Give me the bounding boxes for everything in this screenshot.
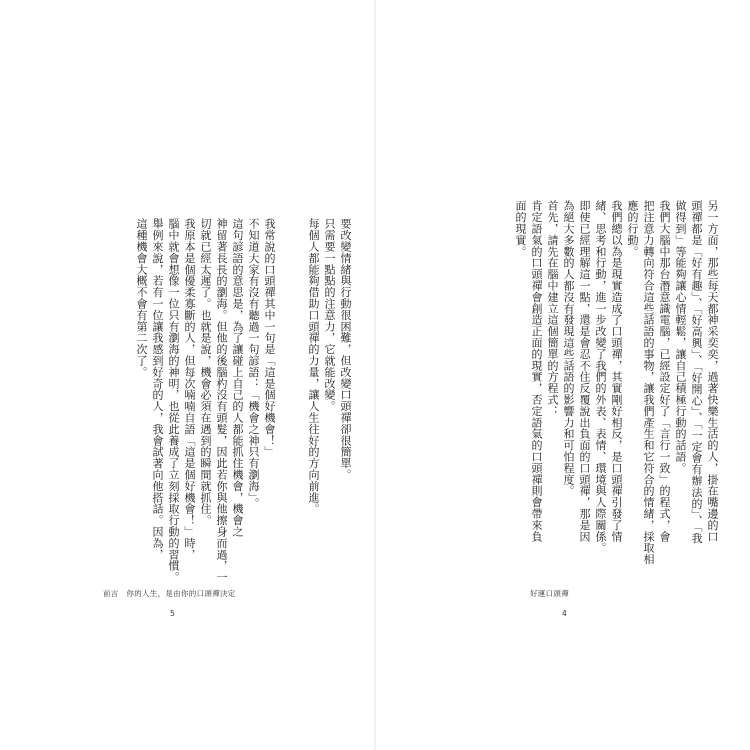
paragraph: 面的現實。 bbox=[514, 200, 527, 257]
paragraph: 為絕大多數的人都沒有發現這些話語的影響力和可怕程度。 bbox=[562, 200, 575, 497]
page-number: 4 bbox=[562, 609, 567, 618]
paragraph: 應的行動。 bbox=[626, 200, 639, 257]
paragraph: 舉例來說，若有一位讓我感到好奇的人，我會試著向他搭話。因為， bbox=[151, 218, 164, 560]
page-number: 5 bbox=[170, 609, 175, 618]
paragraph: 這種機會大概不會有第二次了。 bbox=[135, 218, 148, 378]
paragraph: 頭禪都是「好有趣」、「好高興」、「好開心」、「一定會有辦法的」、「我 bbox=[690, 200, 703, 544]
paragraph: 只需要一點點的注意力，它就能改變。 bbox=[323, 218, 336, 412]
paragraph: 我們大腦中那台潛意識電腦，已經設定好了「言行一致」的程式，會 bbox=[658, 200, 671, 542]
paragraph: 我常說的口頭禪其中一句是「這是個好機會！」 bbox=[263, 218, 276, 458]
running-head: 前言 你的人生，是由你的口頭禪決定 bbox=[103, 589, 236, 598]
paragraph: 即使已經理解這一點，還是會忍不住反覆說出負面的口頭禪，那是因 bbox=[578, 200, 591, 542]
paragraph: 這句諺語的意思是，為了讓碰上自己的人都能抓住機會，機會之 bbox=[231, 218, 244, 538]
paragraph: 做得到」等能夠讓心情輕鬆，讓自己積極行動的話語。 bbox=[674, 200, 687, 474]
paragraph: 緒、思考和行動，進一步改變了我們的外表、表情、環境與人際關係。 bbox=[594, 200, 607, 554]
paragraph: 我們總以為是現實造成了口頭禪，其實剛好相反，是口頭禪引發了情 bbox=[610, 200, 623, 542]
paragraph: 每個人都能夠借助口頭禪的力量，讓人生往好的方向前進。 bbox=[307, 218, 320, 515]
paragraph: 肯定語氣的口頭禪會創造正面的現實，否定語氣的口頭禪則會帶來負 bbox=[530, 200, 543, 542]
running-head: 好運口頭禪 bbox=[530, 589, 569, 598]
paragraph: 另一方面，那些每天都神采奕奕，過著快樂生活的人，掛在嘴邊的口 bbox=[706, 200, 719, 542]
paragraph: 要改變情緒與行動很困難，但改變口頭禪卻很簡單。 bbox=[339, 218, 352, 481]
paragraph: 不知道大家有沒有聽過一句諺語：「機會之神只有瀏海」。 bbox=[247, 218, 260, 509]
paragraph: 腦中就會想像一位只有瀏海的神明，也從此養成了立刻採取行動的習慣。 bbox=[167, 218, 180, 583]
paragraph: 首先，請先在腦中建立這個簡單的方程式： bbox=[546, 200, 559, 417]
paragraph: 把注意力轉向符合這些話語的事物，讓我們產生和它符合的情緒，採取相 bbox=[642, 200, 655, 565]
right-page-body bbox=[400, 200, 720, 580]
paragraph: 神留著長長的瀏海。但他的後腦杓沒有頭髮，因此若你與他擦身而過，一 bbox=[215, 218, 228, 583]
paragraph: 切就已經太遲了。也就是說，機會必須在遇到的瞬間就抓住。 bbox=[199, 218, 212, 526]
paragraph: 我原本是個優柔寡斷的人，但每次喃喃自語「這是個好機會！」時， bbox=[183, 218, 196, 560]
left-page-body bbox=[28, 218, 353, 598]
right-page bbox=[375, 0, 750, 750]
